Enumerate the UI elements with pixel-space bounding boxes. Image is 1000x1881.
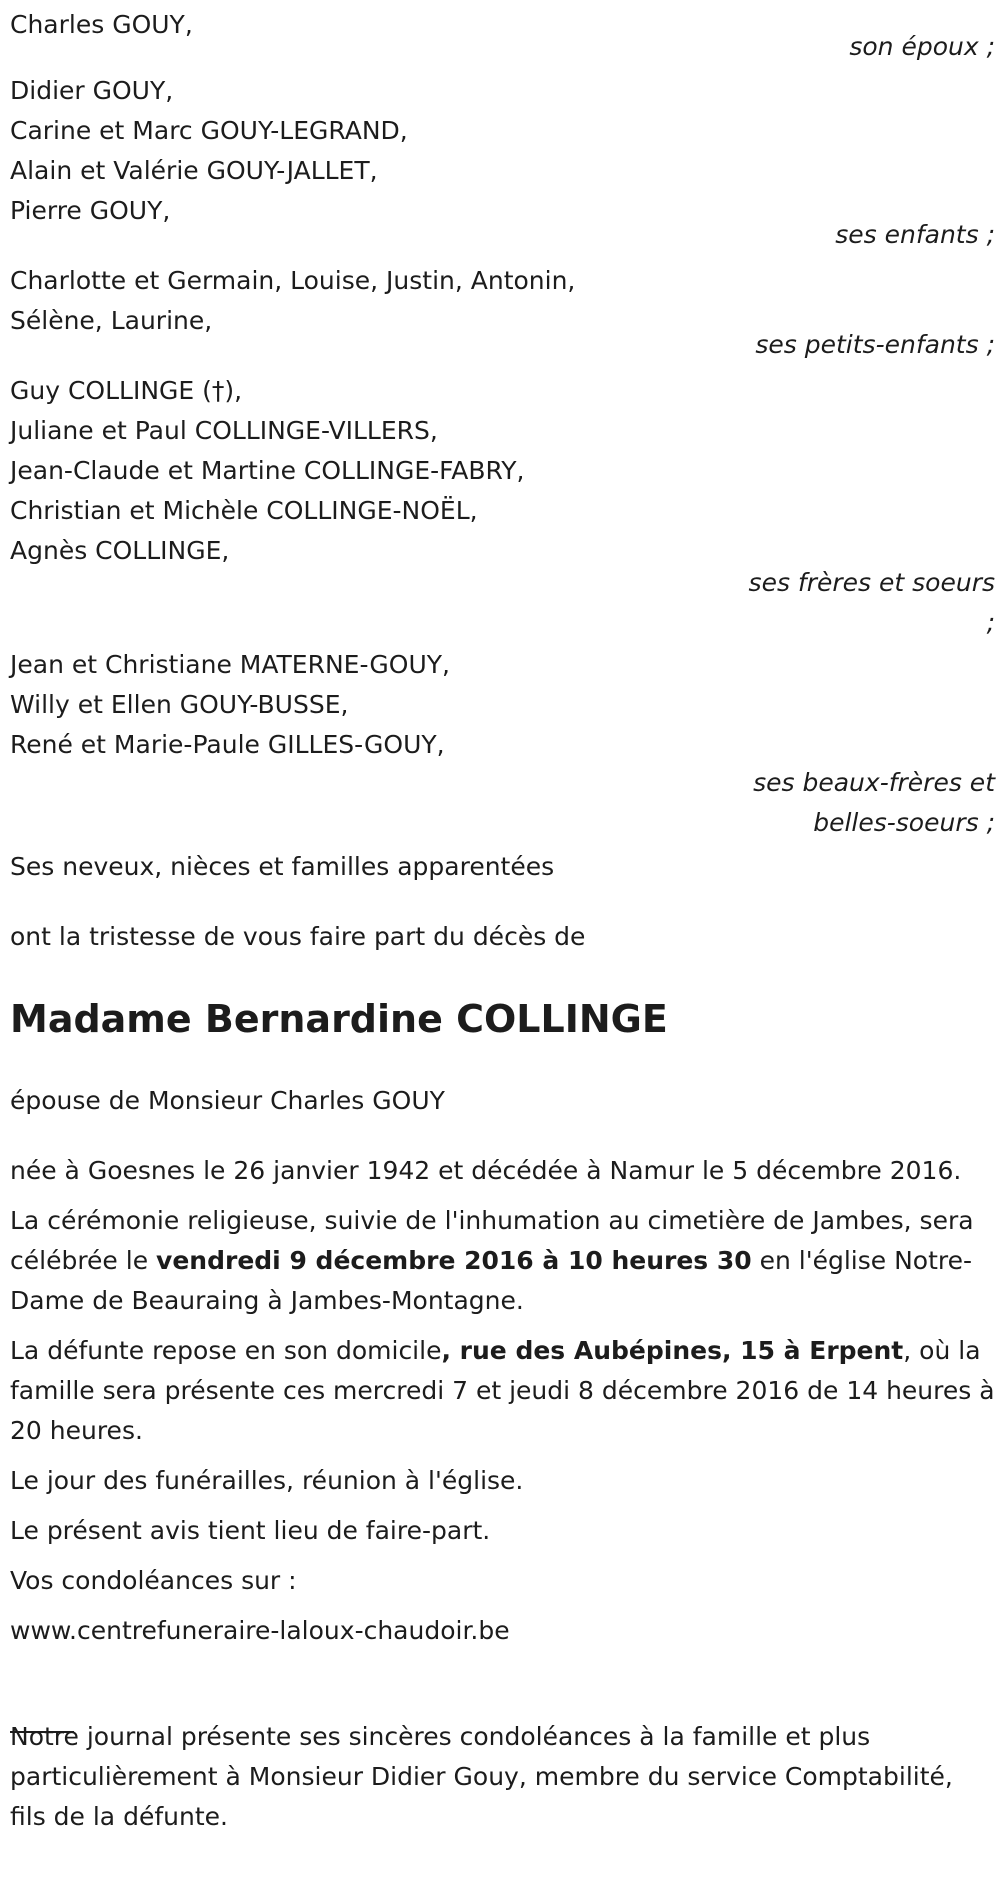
family-name: Charlotte et Germain, Louise, Justin, Antonin, — [10, 266, 576, 295]
rest-text: La défunte repose en son domicile — [10, 1336, 442, 1365]
family-name: Willy et Ellen GOUY-BUSSE, — [10, 690, 349, 719]
obituary-notice — [10, 0, 995, 1837]
rest-text: , où la famille sera présente ces mercredi 7 et jeudi 8 décembre 2016 de 14 heures à 20 heures. — [10, 1336, 995, 1445]
family-name: Charles GOUY, — [10, 10, 193, 39]
family-group-children — [10, 71, 995, 255]
family-name: Jean et Christiane MATERNE-GOUY, — [10, 650, 450, 679]
meeting-line: Le jour des funérailles, réunion à l'église. — [10, 1466, 524, 1495]
ceremony-text: La cérémonie religieuse, suivie de l'inhumation au cimetière de Jambes, sera célébrée le — [10, 1206, 974, 1275]
nephews-line: Ses neveux, nièces et familles apparentées — [10, 852, 555, 881]
family-name: Alain et Valérie GOUY-JALLET, — [10, 156, 378, 185]
family-group-spouse — [10, 5, 995, 67]
family-group-grandchildren — [10, 261, 995, 365]
relation-label: ses petits-enfants ; — [755, 330, 995, 359]
relation-label: ses frères et soeurs — [748, 568, 995, 597]
family-name: Sélène, Laurine, — [10, 306, 213, 335]
family-name: Jean-Claude et Martine COLLINGE-FABRY, — [10, 456, 525, 485]
relation-label: ses beaux-frères et — [753, 768, 995, 797]
family-name: Didier GOUY, — [10, 76, 174, 105]
family-name: Christian et Michèle COLLINGE-NOËL, — [10, 496, 478, 525]
footer-condolences: Notre journal présente ses sincères condoléances à la famille et plus particulièrement à Monsieur Didier Gouy, membre du service Comptabilité, fils de la défunte. — [10, 1722, 953, 1831]
notice-line: Le présent avis tient lieu de faire-part. — [10, 1516, 491, 1545]
condolences-label: Vos condoléances sur : — [10, 1566, 297, 1595]
family-name: René et Marie-Paule GILLES-GOUY, — [10, 730, 445, 759]
rest-address: , rue des Aubépines, 15 à Erpent — [441, 1336, 904, 1365]
family-group-siblings — [10, 371, 995, 643]
rest-paragraph — [10, 1331, 995, 1451]
deceased-name: Madame Bernardine COLLINGE — [10, 997, 668, 1041]
relation-label: ; — [986, 608, 995, 637]
ceremony-date: vendredi 9 décembre 2016 à 10 heures 30 — [156, 1246, 752, 1275]
family-name: Guy COLLINGE (†), — [10, 376, 243, 405]
family-name: Carine et Marc GOUY-LEGRAND, — [10, 116, 408, 145]
announcement-line: ont la tristesse de vous faire part du décès de — [10, 922, 586, 951]
relation-label: son époux ; — [849, 32, 995, 61]
relation-label: belles-soeurs ; — [813, 808, 995, 837]
family-name: Juliane et Paul COLLINGE-VILLERS, — [10, 416, 438, 445]
divider — [10, 1705, 995, 1713]
family-group-in-laws — [10, 645, 995, 843]
condolences-link[interactable]: www.centrefuneraire-laloux-chaudoir.be — [10, 1616, 510, 1645]
family-name: Agnès COLLINGE, — [10, 536, 230, 565]
relation-label: ses enfants ; — [835, 220, 995, 249]
ceremony-text: en l'église Notre-Dame de Beauraing à Jambes-Montagne. — [10, 1246, 973, 1315]
ceremony-paragraph — [10, 1201, 995, 1321]
family-name: Pierre GOUY, — [10, 196, 171, 225]
birth-death-line: née à Goesnes le 26 janvier 1942 et décédée à Namur le 5 décembre 2016. — [10, 1156, 962, 1185]
spouse-line: épouse de Monsieur Charles GOUY — [10, 1086, 445, 1115]
